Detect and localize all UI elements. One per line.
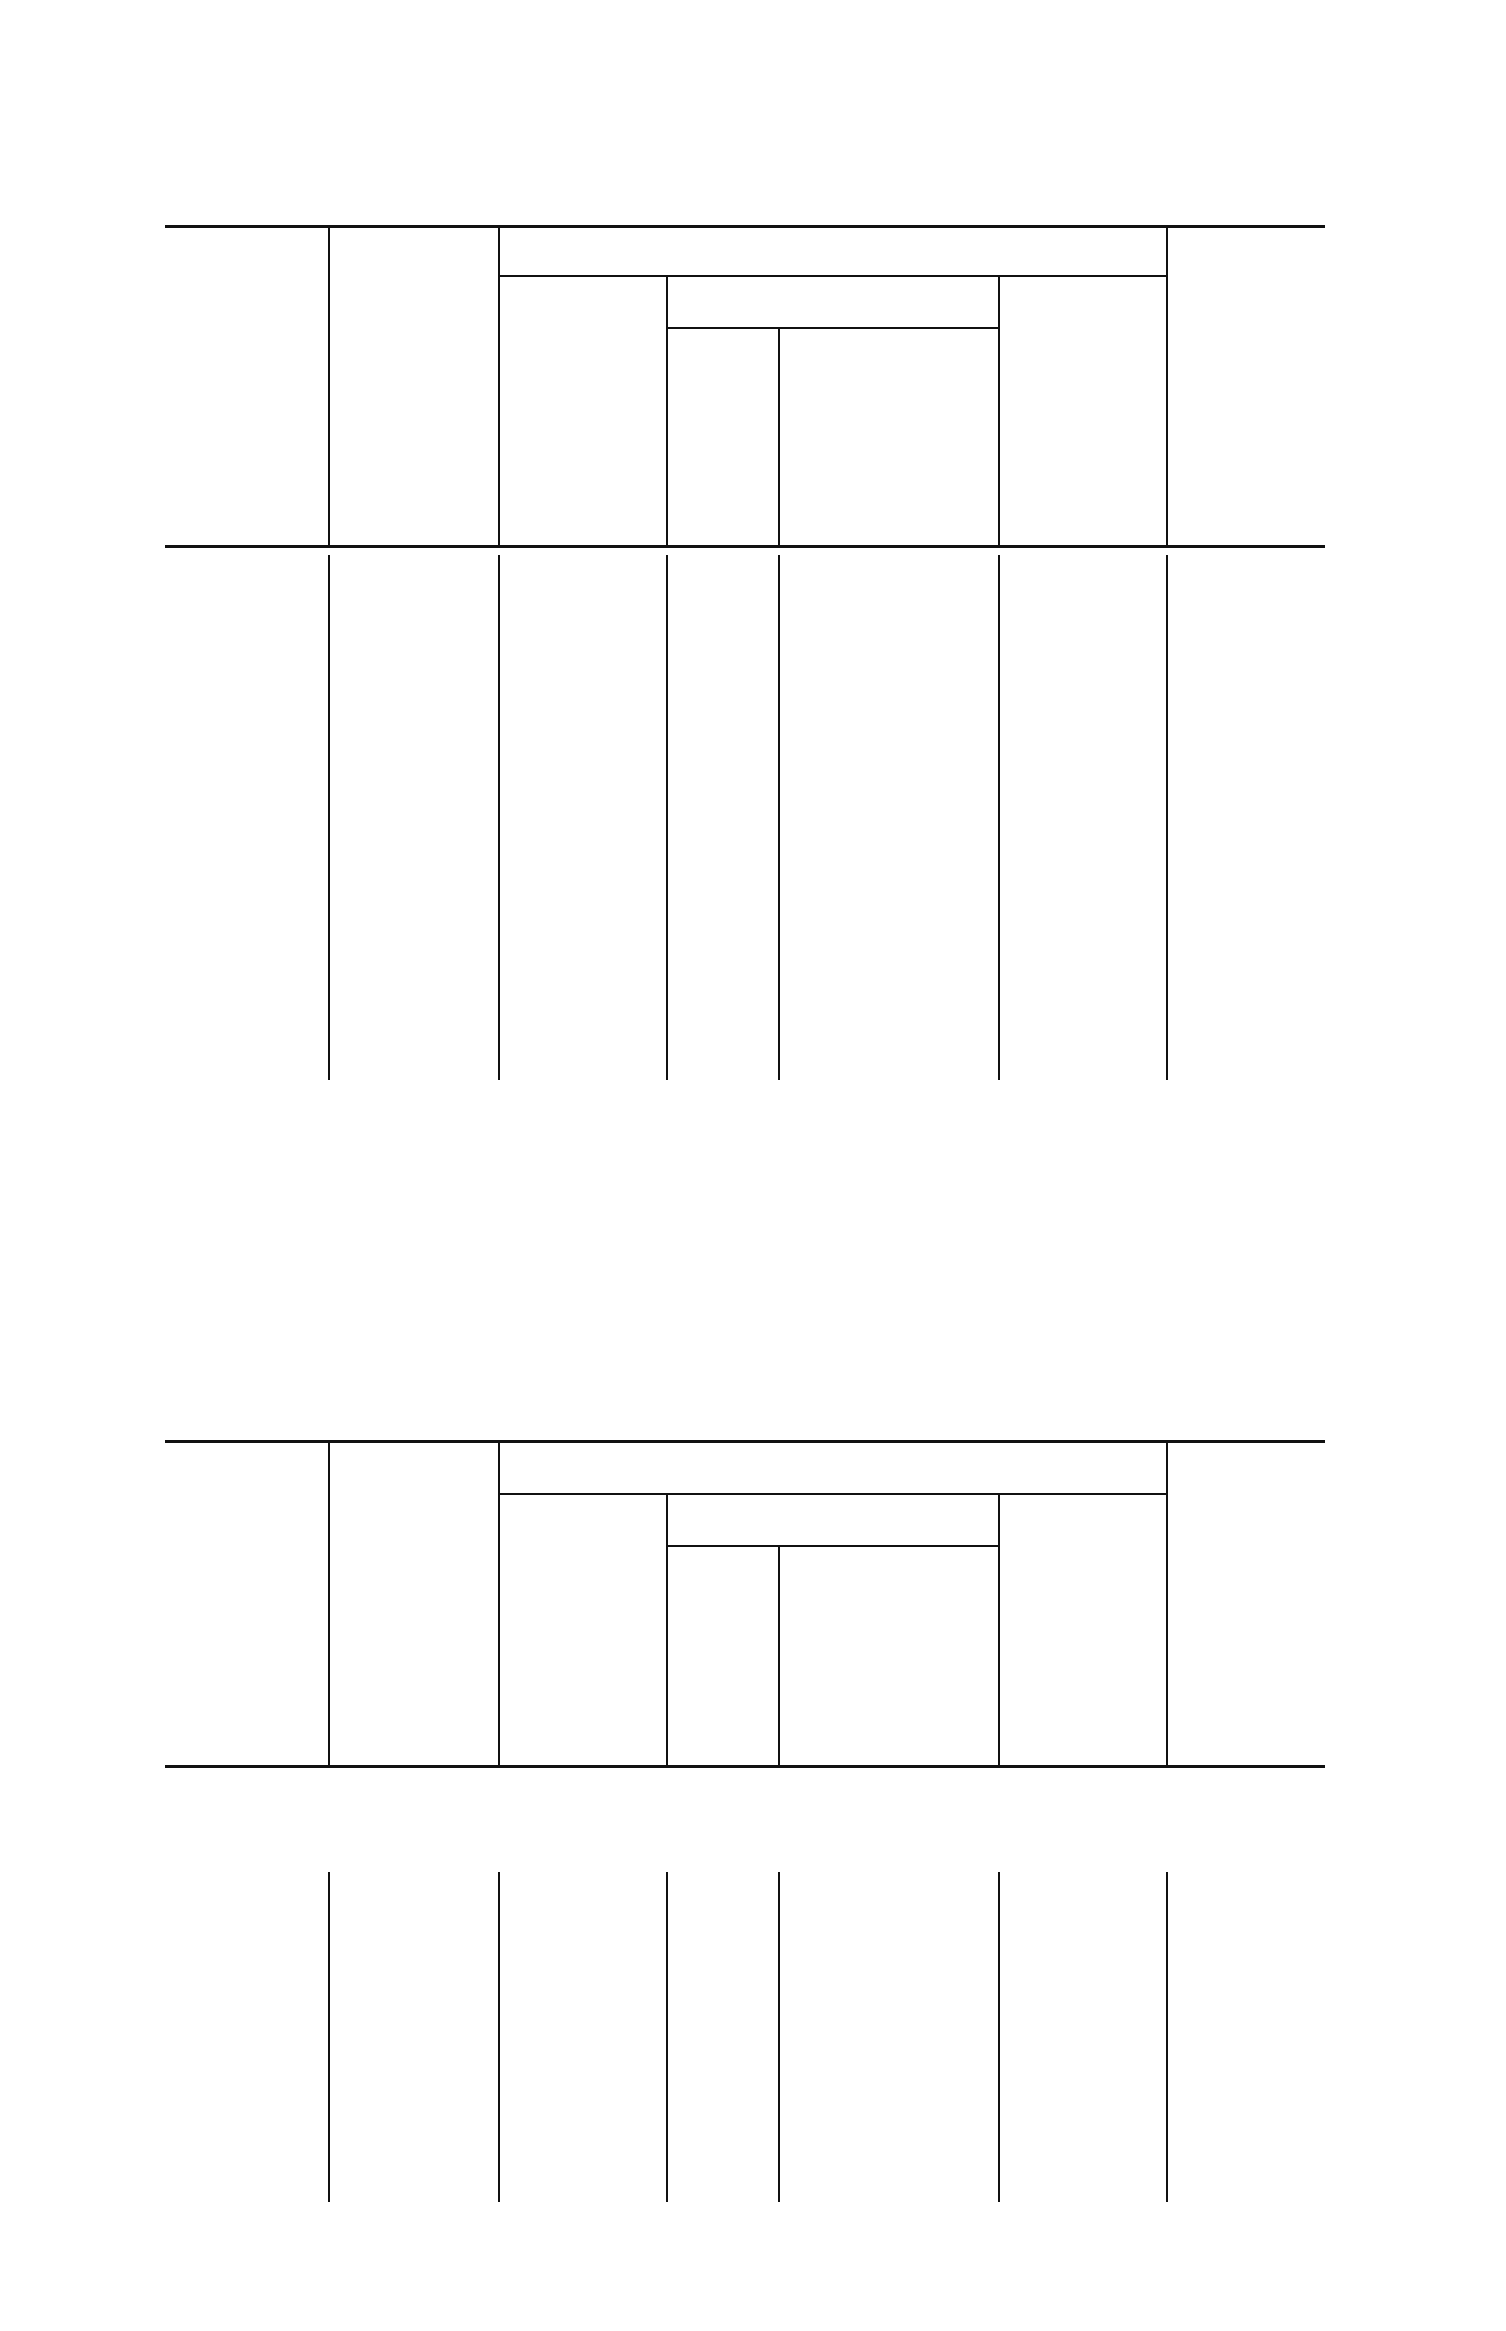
header-vsego bbox=[668, 380, 778, 500]
col-divider bbox=[1166, 555, 1168, 1080]
col-divider bbox=[778, 555, 780, 1080]
col-divider bbox=[666, 555, 668, 1080]
header-ekspluatatsiya bbox=[668, 1495, 998, 1545]
header-vsego bbox=[668, 1600, 778, 1720]
header-rayony bbox=[165, 225, 328, 545]
header-zatraty-truda bbox=[1168, 225, 1325, 545]
header-materialnye bbox=[1000, 1495, 1166, 1765]
table2-header-bottom-rule bbox=[165, 1765, 1325, 1768]
header-pryamye bbox=[330, 225, 498, 545]
header-materialnye bbox=[1000, 277, 1166, 545]
col-divider bbox=[998, 555, 1000, 1080]
header-v-tom-chisle bbox=[500, 1440, 1166, 1493]
header-osnovnaya bbox=[500, 1495, 666, 1765]
header-v-tom-chisle-zarplata bbox=[780, 329, 998, 545]
header-v-tom-chisle bbox=[500, 225, 1166, 275]
header-v-tom-chisle-zarplata bbox=[780, 1547, 998, 1765]
header-pryamye bbox=[330, 1440, 498, 1765]
col-divider bbox=[778, 1872, 780, 2202]
col-divider bbox=[328, 1872, 330, 2202]
header-osnovnaya bbox=[500, 277, 666, 545]
header-rayony bbox=[165, 1440, 328, 1765]
col-divider bbox=[498, 1872, 500, 2202]
col-divider bbox=[328, 555, 330, 1080]
col-divider bbox=[666, 1872, 668, 2202]
header-ekspluatatsiya bbox=[668, 277, 998, 327]
col-divider bbox=[998, 1872, 1000, 2202]
col-divider bbox=[1166, 1872, 1168, 2202]
table1-header-bottom-rule bbox=[165, 545, 1325, 548]
col-divider bbox=[498, 555, 500, 1080]
header-zatraty-truda bbox=[1168, 1440, 1325, 1765]
